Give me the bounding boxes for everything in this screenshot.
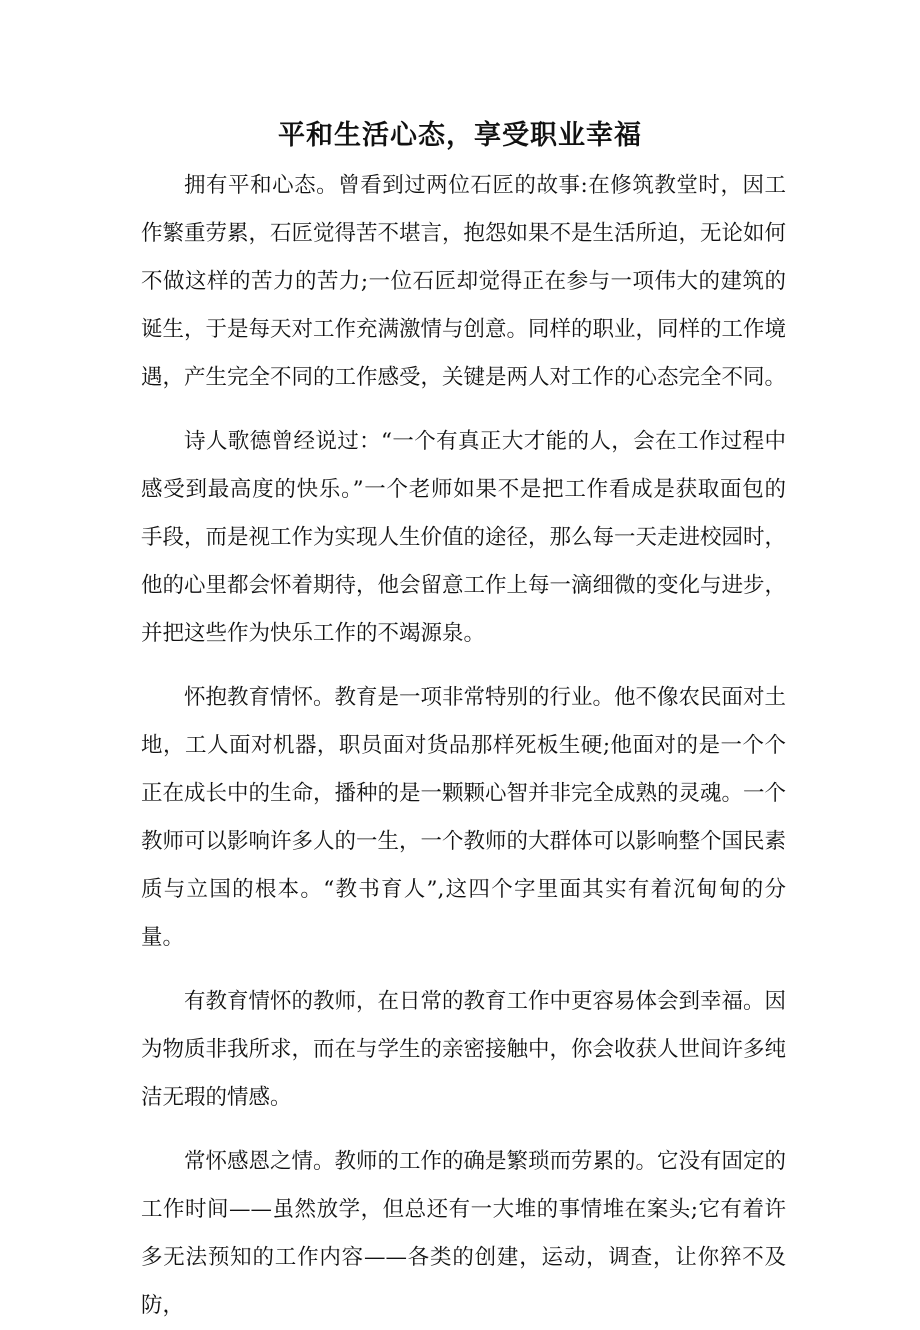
document-body <box>141 162 786 1330</box>
paragraph-goethe-quote: 诗人歌德曾经说过：“一个有真正大才能的人，会在工作过程中感受到最高度的快乐。”一个老师如果不是把工作看成是获取面包的手段，而是视工作为实现人生价值的途径，那么每一天走进校园时，他的心里都会怀着期待，他会留意工作上每一滴细微的变化与进步，并把这些作为快乐工作的不竭源泉。 <box>141 429 787 646</box>
paragraph-teacher-happiness: 有教育情怀的教师，在日常的教育工作中更容易体会到幸福。因为物质非我所求，而在与学生的亲密接触中，你会收获人世间许多纯洁无瑕的情感。 <box>141 989 787 1110</box>
paragraph-stonemasons: 拥有平和心态。曾看到过两位石匠的故事:在修筑教堂时，因工作繁重劳累，石匠觉得苦不堪言，抱怨如果不是生活所迫，无论如何不做这样的苦力的苦力;一位石匠却觉得正在参与一项伟大的建筑的诞生，于是每天对工作充满激情与创意。同样的职业，同样的工作境遇，产生完全不同的工作感受，关键是两人对工作的心态完全不同。 <box>141 173 787 390</box>
paragraph-education-sentiment: 怀抱教育情怀。教育是一项非常特别的行业。他不像农民面对土地，工人面对机器，职员面对货品那样死板生硬;他面对的是一个个正在成长中的生命，播种的是一颗颗心智并非完全成熟的灵魂。一个教师可以影响许多人的一生，一个教师的大群体可以影响整个国民素质与立国的根本。“教书育人”,这四个字里面其实有着沉甸甸的分量。 <box>141 685 787 950</box>
paragraph-gratitude: 常怀感恩之情。教师的工作的确是繁琐而劳累的。它没有固定的工作时间——虽然放学，但总还有一大堆的事情堆在案头;它有着许多无法预知的工作内容——各类的创建，运动，调查，让你猝不及防， <box>141 1149 787 1318</box>
document-title: 平和生活心态，享受职业幸福 <box>278 120 642 151</box>
